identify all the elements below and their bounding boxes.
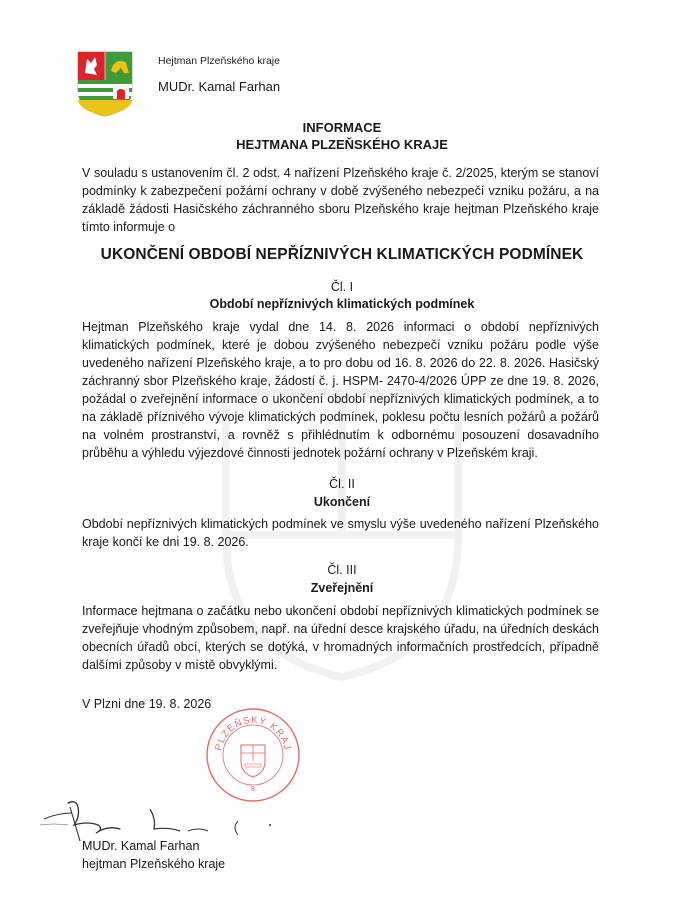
article-2-number: Čl. II	[329, 477, 355, 491]
official-stamp	[205, 707, 301, 803]
stamp-number: 8	[251, 786, 255, 793]
article-2-text: Období nepříznivých klimatických podmínek ve smyslu výše uvedeného nařízení Plzeňského kraje končí ke dni 19. 8. 2026.	[82, 517, 599, 549]
article-3-text: Informace hejtmana o začátku nebo ukončení období nepříznivých klimatických podmínek se zveřejňuje vhodným způsobem, např. na úřední desce krajského úřadu, na úředních deskách obecních úřadů obcí, kterých se dotýká, v hromadných informačních prostředcích, případně dalšími způsoby v místě obvyklými.	[82, 604, 599, 672]
article-1-text: Hejtman Plzeňského kraje vydal dne 14. 8. 2026 informaci o období nepříznivých klimatických podmínek, které je dobou zvýšeného nebezpečí vzniku požáru podle výše uvedeného nařízení Plzeňského kraje, a to pro dobu od 16. 8. 2026 do 22. 8. 2026. Hasičský záchranný sbor Plzeňského kraje, žádostí č. j. HSPM- 2470-4/2026 ÚPP ze dne 19. 8. 2026, požádal o zveřejnění informace o ukončení období nepříznivých klimatických podmínek, a to na základě příznivého vývoje klimatických podmínek, poklesu počtu lesních požárů a požárů na volném prostranství, a rovněž s přihlédnutím k odbornému posouzení dosavadního průběhu a výhledu výjezdové činnosti jednotek požární ochrany v Plzeňském kraji.	[82, 320, 599, 460]
governor-name: MUDr. Kamal Farhan	[158, 79, 281, 94]
article-3-title: Zveřejnění	[310, 581, 374, 595]
stamp-text: PLZEŇSKÝ KRAJ	[213, 714, 293, 752]
article-2-title: Ukončení	[313, 495, 371, 509]
plzen-region-coat-of-arms	[77, 51, 133, 117]
place-and-date: V Plzni dne 19. 8. 2026	[82, 697, 212, 711]
article-1-number: Čl. I	[330, 280, 354, 294]
article-3-number: Čl. III	[327, 563, 357, 577]
intro-paragraph: V souladu s ustanovením čl. 2 odst. 4 nařízení Plzeňského kraje č. 2/2025, kterým se stanoví podmínky k zabezpečení požární ochrany v době zvýšeného nebezpečí vzniku požáru, a na základě žádosti Hasičského záchranného sboru Plzeňského kraje hejtman Plzeňského kraje tímto informuje o	[82, 166, 599, 234]
heading-line-2: HEJTMANA PLZEŇSKÉHO KRAJE	[236, 137, 448, 152]
signatory-name: MUDr. Kamal Farhan	[82, 839, 200, 853]
main-title: UKONČENÍ OBDOBÍ NEPŘÍZNIVÝCH KLIMATICKÝCH PODMÍNEK	[100, 246, 584, 263]
article-1-title: Období nepříznivých klimatických podmínek	[209, 297, 475, 311]
signatory-role: hejtman Plzeňského kraje	[82, 857, 226, 871]
handwritten-signature	[38, 795, 288, 845]
office-label: Hejtman Plzeňského kraje	[158, 55, 280, 67]
heading-line-1: INFORMACE	[302, 120, 382, 135]
